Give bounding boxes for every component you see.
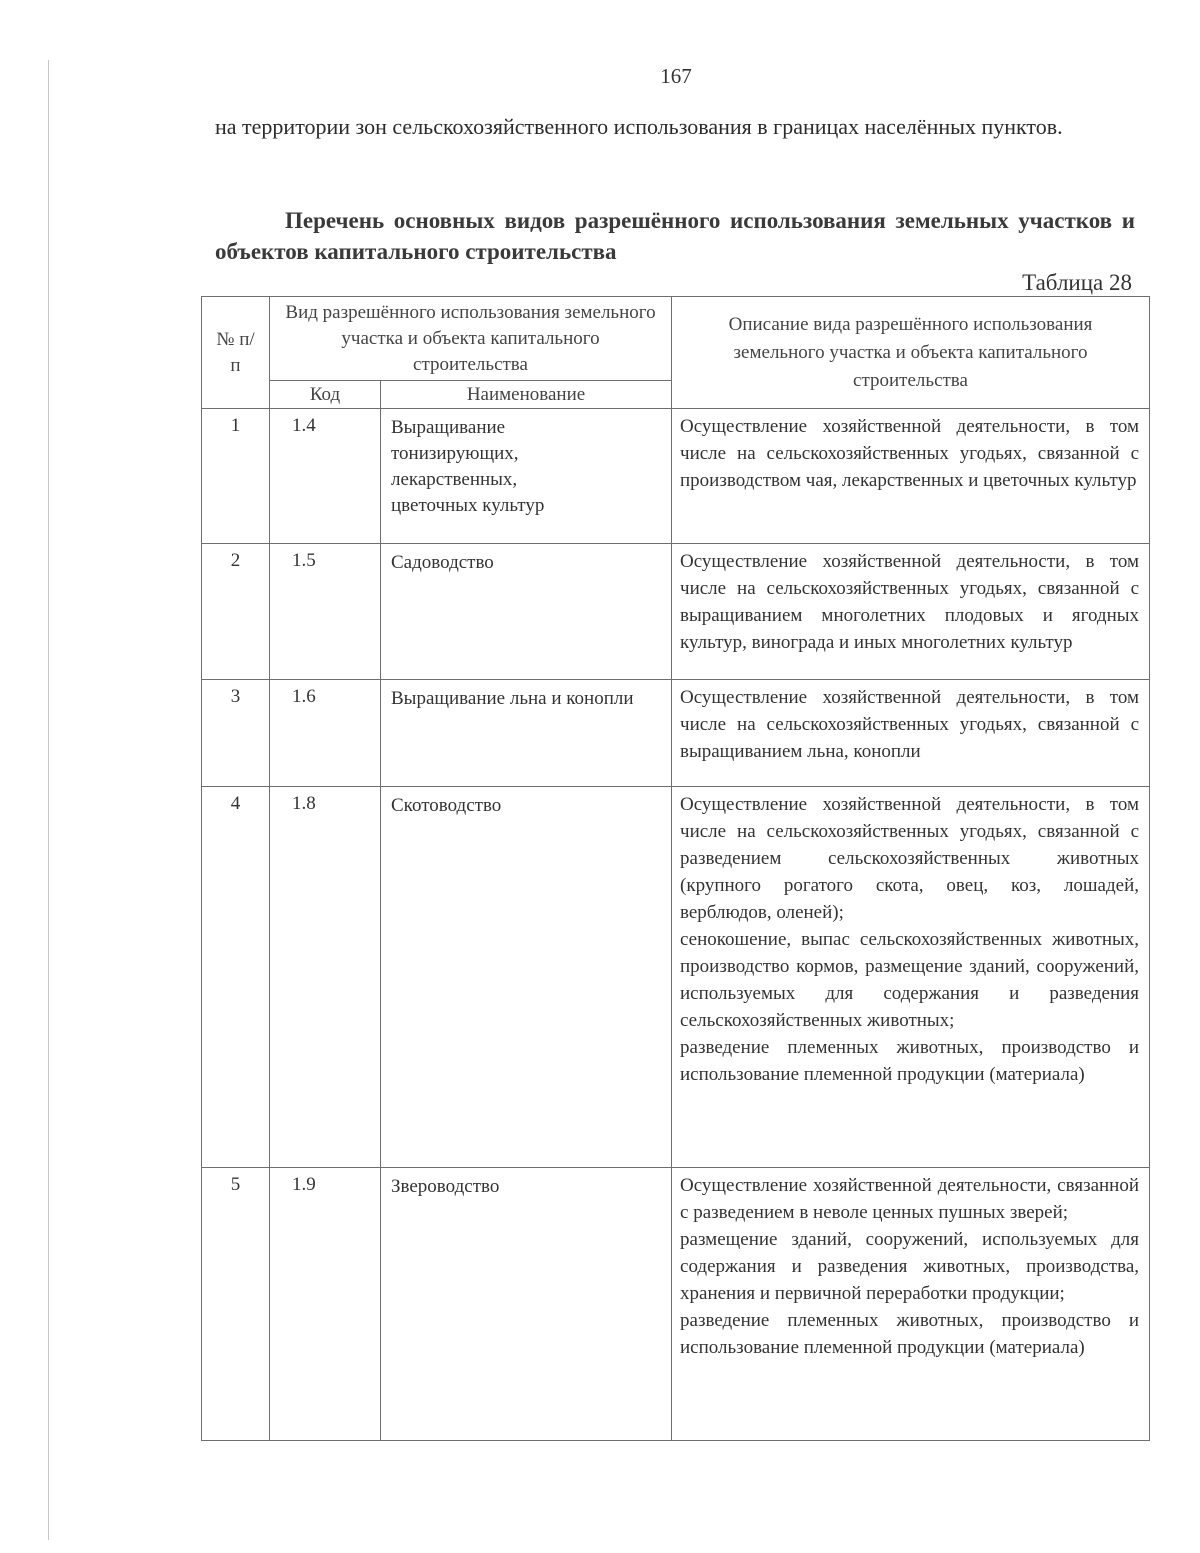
row-description (672, 544, 1150, 680)
table-row (202, 680, 1150, 787)
header-description: Описание вида разрешённого использования земельного участка и объекта капитального строительства (672, 297, 1150, 409)
description-paragraph: сенокошение, выпас сельскохозяйственных животных, производство кормов, размещение зданий, сооружений, используемых для содержания и разведения сельскохозяйственных животных; (680, 929, 1140, 1031)
header-kind: Вид разрешённого использования земельного участка и объекта капитального строительства (270, 297, 672, 381)
intro-paragraph: на территории зон сельскохозяйственного использования в границах населённых пунктов. (215, 114, 1063, 139)
row-name: Выращивание льна и конопли (381, 680, 672, 787)
row-name: Садоводство (381, 544, 672, 680)
row-description (672, 680, 1150, 787)
section-heading: Перечень основных видов разрешённого использования земельных участков и объектов капитального строительства (215, 208, 1135, 264)
row-code: 1.9 (270, 1168, 381, 1441)
description-paragraph: размещение зданий, сооружений, используемых для содержания и разведения животных, производства, хранения и первичной переработки продукции; (680, 1229, 1140, 1304)
row-description (672, 1168, 1150, 1441)
scan-margin-line (48, 60, 49, 1540)
row-code: 1.5 (270, 544, 381, 680)
row-name: Скотоводство (381, 787, 672, 1168)
table-row (202, 787, 1150, 1168)
row-number: 3 (202, 680, 270, 787)
row-code: 1.6 (270, 680, 381, 787)
table-row (202, 544, 1150, 680)
description-paragraph: Осуществление хозяйственной деятельности, в том числе на сельскохозяйственных угодьях, связанной с производством чая, лекарственных и цветочных культур (680, 416, 1140, 491)
header-code: Код (270, 381, 381, 409)
row-code: 1.4 (270, 409, 381, 544)
land-use-table (201, 296, 1150, 1441)
header-num: № п/п (202, 297, 270, 409)
row-name: Звероводство (381, 1168, 672, 1441)
row-number: 1 (202, 409, 270, 544)
description-paragraph: разведение племенных животных, производство и использование племенной продукции (материала) (680, 1037, 1140, 1085)
description-paragraph: Осуществление хозяйственной деятельности, в том числе на сельскохозяйственных угодьях, связанной с выращиванием многолетних плодовых и ягодных культур, винограда и иных многолетних культур (680, 551, 1140, 653)
description-paragraph: Осуществление хозяйственной деятельности, связанной с разведением в неволе ценных пушных зверей; (680, 1175, 1140, 1223)
table-label: Таблица 28 (1022, 270, 1132, 295)
row-number: 4 (202, 787, 270, 1168)
description-paragraph: разведение племенных животных, производство и использование племенной продукции (материала) (680, 1310, 1140, 1358)
description-paragraph: Осуществление хозяйственной деятельности, в том числе на сельскохозяйственных угодьях, связанной с выращиванием льна, конопли (680, 687, 1140, 762)
row-description (672, 787, 1150, 1168)
table-row (202, 1168, 1150, 1441)
row-code: 1.8 (270, 787, 381, 1168)
row-name: Выращивание тонизирующих, лекарственных, цветочных культур (381, 409, 672, 544)
header-name: Наименование (381, 381, 672, 409)
description-paragraph: Осуществление хозяйственной деятельности, в том числе на сельскохозяйственных угодьях, связанной с разведением сельскохозяйственных животных (крупного рогатого скота, овец, коз, лошадей, верблюдов, оленей); (680, 794, 1140, 923)
row-description (672, 409, 1150, 544)
page-number: 167 (660, 64, 692, 88)
row-number: 5 (202, 1168, 270, 1441)
table-row (202, 409, 1150, 544)
row-number: 2 (202, 544, 270, 680)
